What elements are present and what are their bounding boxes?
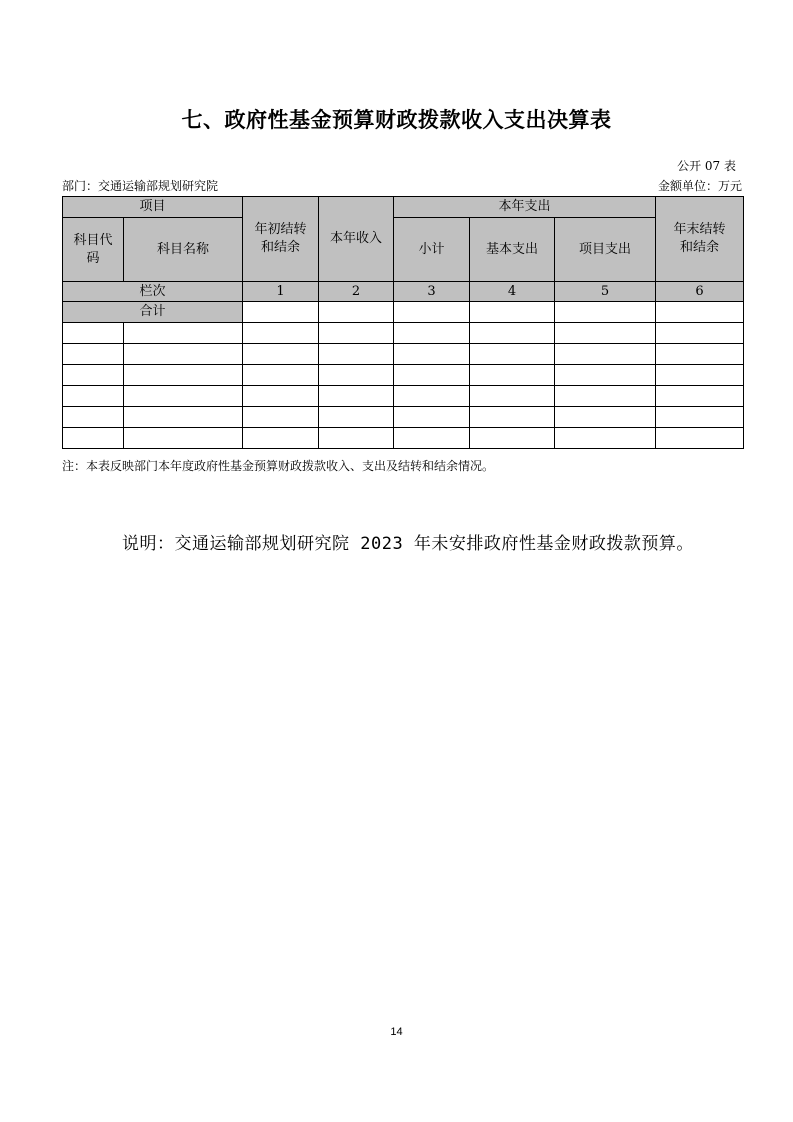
table-cell xyxy=(394,302,470,323)
table-cell xyxy=(470,323,555,344)
table-cell xyxy=(124,344,243,365)
table-cell xyxy=(319,407,394,428)
column-number: 1 xyxy=(243,282,319,302)
table-cell xyxy=(319,428,394,449)
header-closing-balance xyxy=(656,197,744,282)
table-cell xyxy=(243,407,319,428)
table-cell xyxy=(319,323,394,344)
table-cell xyxy=(555,386,656,407)
table-row xyxy=(63,365,744,386)
total-label: 合计 xyxy=(63,302,243,323)
table-row xyxy=(63,407,744,428)
column-number: 4 xyxy=(470,282,555,302)
table-cell xyxy=(470,386,555,407)
table-cell xyxy=(63,407,124,428)
header-income: 本年收入 xyxy=(319,197,394,282)
unit-label: 金额单位：万元 xyxy=(657,179,742,193)
table-row xyxy=(63,323,744,344)
table-cell xyxy=(394,344,470,365)
table-cell xyxy=(124,428,243,449)
table-cell xyxy=(243,302,319,323)
table-cell xyxy=(124,386,243,407)
header-subject-name: 科目名称 xyxy=(124,218,243,282)
table-cell xyxy=(63,323,124,344)
table-code: 公开 07 表 xyxy=(677,159,736,173)
table-cell xyxy=(394,365,470,386)
table-cell xyxy=(656,323,744,344)
table-cell xyxy=(470,302,555,323)
table-cell xyxy=(63,365,124,386)
table-cell xyxy=(470,428,555,449)
table-cell xyxy=(555,407,656,428)
table-cell xyxy=(124,407,243,428)
header-project-expenditure: 项目支出 xyxy=(555,218,656,282)
table-row xyxy=(63,386,744,407)
description-paragraph: 说明：交通运输部规划研究院 2023 年未安排政府性基金财政拨款预算。 xyxy=(122,534,694,554)
table-cell xyxy=(243,365,319,386)
column-number: 2 xyxy=(319,282,394,302)
table-cell xyxy=(555,302,656,323)
budget-table xyxy=(62,196,744,449)
page-title: 七、政府性基金预算财政拨款收入支出决算表 xyxy=(181,108,612,132)
header-closing-balance-text: 年末结转和结余 xyxy=(673,222,726,255)
table-cell xyxy=(63,386,124,407)
table-cell xyxy=(470,407,555,428)
table-cell xyxy=(555,344,656,365)
table-cell xyxy=(656,428,744,449)
table-cell xyxy=(63,344,124,365)
table-cell xyxy=(394,428,470,449)
column-number: 6 xyxy=(656,282,744,302)
table-row xyxy=(63,344,744,365)
column-number: 5 xyxy=(555,282,656,302)
table-cell xyxy=(243,344,319,365)
header-item: 项目 xyxy=(63,197,243,218)
column-number: 3 xyxy=(394,282,470,302)
table-cell xyxy=(394,386,470,407)
header-basic-expenditure: 基本支出 xyxy=(470,218,555,282)
table-cell xyxy=(470,344,555,365)
header-opening-balance xyxy=(243,197,319,282)
header-subtotal: 小计 xyxy=(394,218,470,282)
table-cell xyxy=(394,407,470,428)
department-label: 部门：交通运输部规划研究院 xyxy=(62,179,219,193)
table-note: 注：本表反映部门本年度政府性基金预算财政拨款收入、支出及结转和结余情况。 xyxy=(62,459,495,473)
table-cell xyxy=(656,407,744,428)
table-cell xyxy=(394,323,470,344)
page-number: 14 xyxy=(390,1026,403,1038)
table-cell xyxy=(124,323,243,344)
table-cell xyxy=(319,365,394,386)
table-cell xyxy=(470,365,555,386)
table-cell xyxy=(319,302,394,323)
header-expenditure: 本年支出 xyxy=(394,197,656,218)
table-cell xyxy=(555,323,656,344)
table-cell xyxy=(656,344,744,365)
header-subject-code-text: 科目代码 xyxy=(73,232,113,266)
table-cell xyxy=(656,365,744,386)
table-cell xyxy=(656,386,744,407)
header-opening-balance-text: 年初结转和结余 xyxy=(254,222,307,255)
table-cell xyxy=(319,344,394,365)
table-cell xyxy=(555,428,656,449)
table-cell xyxy=(243,386,319,407)
row-label-column-no: 栏次 xyxy=(63,282,243,302)
table-cell xyxy=(63,428,124,449)
table-cell xyxy=(243,323,319,344)
table-cell xyxy=(243,428,319,449)
table-cell xyxy=(124,365,243,386)
table-cell xyxy=(319,386,394,407)
table-cell xyxy=(656,302,744,323)
table-cell xyxy=(555,365,656,386)
table-row xyxy=(63,428,744,449)
header-subject-code xyxy=(63,218,124,282)
